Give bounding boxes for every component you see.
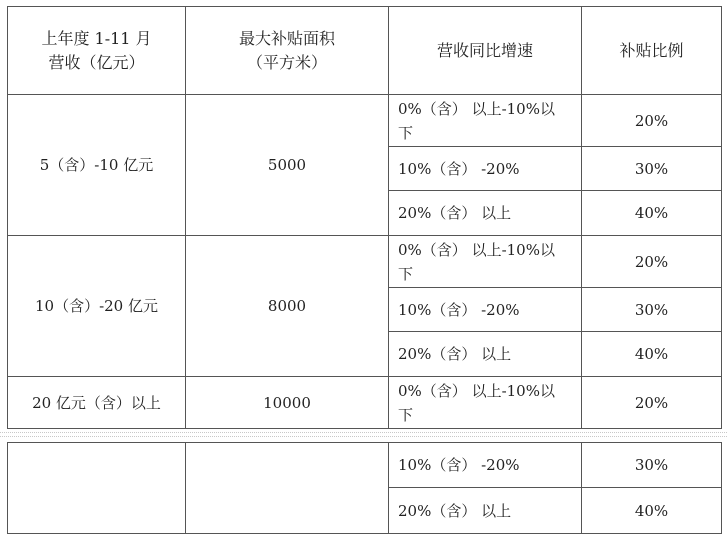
max-area-cell: 5000	[186, 95, 389, 236]
growth-cell: 10%（含） -20%	[389, 443, 582, 488]
page-break	[0, 430, 727, 440]
revenue-cell: 10（含）-20 亿元	[8, 236, 186, 377]
header-ratio: 补贴比例	[582, 7, 722, 95]
revenue-cell-continued	[8, 443, 186, 534]
header-growth: 营收同比增速	[389, 7, 582, 95]
growth-cell: 0%（含） 以上-10%以 下	[389, 236, 582, 288]
ratio-cell: 40%	[582, 332, 722, 377]
ratio-cell: 20%	[582, 377, 722, 429]
table-row	[8, 443, 722, 488]
subsidy-table-continued	[7, 442, 722, 534]
table-header-row	[8, 7, 722, 95]
growth-cell: 20%（含） 以上	[389, 488, 582, 534]
growth-cell: 10%（含） -20%	[389, 147, 582, 191]
table-row	[8, 95, 722, 147]
ratio-cell: 30%	[582, 288, 722, 332]
growth-cell: 10%（含） -20%	[389, 288, 582, 332]
ratio-cell: 20%	[582, 95, 722, 147]
ratio-cell: 30%	[582, 443, 722, 488]
growth-cell: 20%（含） 以上	[389, 332, 582, 377]
ratio-cell: 40%	[582, 488, 722, 534]
ratio-cell: 20%	[582, 236, 722, 288]
ratio-cell: 30%	[582, 147, 722, 191]
growth-cell: 20%（含） 以上	[389, 191, 582, 236]
table-row	[8, 377, 722, 429]
max-area-cell-continued	[186, 443, 389, 534]
ratio-cell: 40%	[582, 191, 722, 236]
max-area-cell: 10000	[186, 377, 389, 429]
revenue-cell: 20 亿元（含）以上	[8, 377, 186, 429]
subsidy-table	[7, 6, 722, 429]
max-area-cell: 8000	[186, 236, 389, 377]
revenue-cell: 5（含）-10 亿元	[8, 95, 186, 236]
table-row	[8, 236, 722, 288]
header-revenue: 上年度 1-11 月 营收（亿元）	[8, 7, 186, 95]
growth-cell: 0%（含） 以上-10%以 下	[389, 377, 582, 429]
growth-cell: 0%（含） 以上-10%以 下	[389, 95, 582, 147]
header-max-area: 最大补贴面积 （平方米）	[186, 7, 389, 95]
